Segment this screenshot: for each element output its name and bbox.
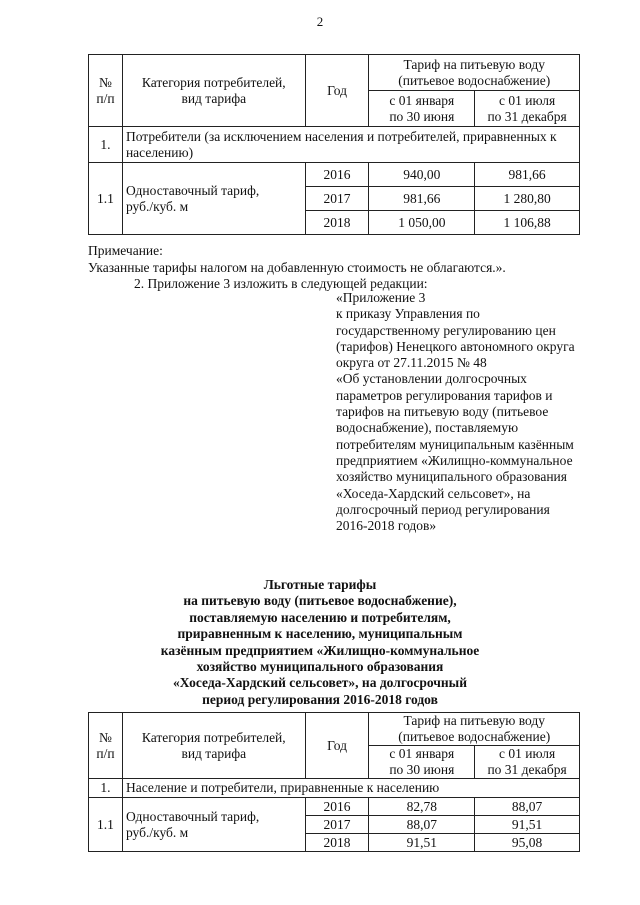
header-period-1: с 01 января по 30 июня <box>369 91 475 127</box>
table-row-year: 2016 <box>305 798 369 816</box>
section-text: Потребители (за исключением населения и потребителей, приравненных к населению) <box>122 127 579 163</box>
item-category: Одноставочный тариф, руб./куб. м <box>122 163 305 235</box>
table-row-h2: 88,07 <box>475 798 580 816</box>
header-num: № п/п <box>89 713 123 779</box>
title-line: период регулирования 2016-2018 годов <box>202 691 438 707</box>
annex-line: 2016-2018 годов» <box>336 518 437 534</box>
document-title <box>150 577 490 708</box>
header-category: Категория потребителей, вид тарифа <box>122 55 305 127</box>
header-year: Год <box>305 713 369 779</box>
table-row-h2: 91,51 <box>475 816 580 834</box>
tariff-table-1 <box>88 54 580 235</box>
table-row-h2: 95,08 <box>475 834 580 852</box>
annex-line: долгосрочный период регулирования <box>336 501 550 517</box>
annex-line: хозяйство муниципального образования <box>336 469 567 485</box>
title-line: приравненным к населению, муниципальным <box>177 626 463 642</box>
table-row-h1: 981,66 <box>369 187 475 211</box>
table-row-h2: 1 280,80 <box>475 187 580 211</box>
annex-line: округа от 27.11.2015 № 48 <box>336 355 487 371</box>
section-num: 1. <box>89 127 123 163</box>
table-row-year: 2017 <box>305 816 369 834</box>
header-tariff: Тариф на питьевую воду (питьевое водоснабжение) <box>369 713 580 746</box>
annex-line: (тарифов) Ненецкого автономного округа <box>336 338 575 354</box>
title-line: хозяйство муниципального образования <box>196 659 444 675</box>
header-category: Категория потребителей, вид тарифа <box>122 713 305 779</box>
item-num: 1.1 <box>89 163 123 235</box>
annex-line: «Приложение 3 <box>336 290 426 305</box>
table-row-year: 2018 <box>305 211 369 235</box>
section-num: 1. <box>89 779 123 798</box>
header-num: № п/п <box>89 55 123 127</box>
header-year: Год <box>305 55 369 127</box>
title-line: поставляемую населению и потребителям, <box>189 609 451 625</box>
table-row-h1: 88,07 <box>369 816 475 834</box>
title-line: «Хоседа-Хардский сельсовет», на долгосрочный <box>173 675 467 691</box>
table-row-h1: 1 050,00 <box>369 211 475 235</box>
header-period-2: с 01 июля по 31 декабря <box>475 91 580 127</box>
annex-line: «Об установлении долгосрочных <box>336 371 527 387</box>
title-line: Льготные тарифы <box>263 577 377 592</box>
annex-header <box>336 290 596 534</box>
annex-line: «Хоседа-Хардский сельсовет», на <box>336 485 531 501</box>
annex-line: предприятием «Жилищно-коммунальное <box>336 452 573 468</box>
title-line: на питьевую воду (питьевое водоснабжение), <box>183 593 457 609</box>
note-text: Указанные тарифы налогом на добавленную стоимость не облагаются.». <box>88 259 506 275</box>
table-row-year: 2017 <box>305 187 369 211</box>
tariff-table-2 <box>88 712 580 852</box>
table-row-h1: 91,51 <box>369 834 475 852</box>
header-period-2: с 01 июля по 31 декабря <box>475 746 580 779</box>
table-row-year: 2018 <box>305 834 369 852</box>
page-number: 2 <box>316 14 324 29</box>
title-line: казённым предприятием «Жилищно-коммунальное <box>160 642 480 658</box>
section-text: Население и потребители, приравненные к населению <box>122 779 579 798</box>
header-tariff: Тариф на питьевую воду (питьевое водоснабжение) <box>369 55 580 91</box>
annex-line: тарифов на питьевую воду (питьевое <box>336 404 549 420</box>
notes-block <box>88 243 588 293</box>
header-period-1: с 01 января по 30 июня <box>369 746 475 779</box>
annex-line: государственному регулированию цен <box>336 322 556 338</box>
note-item-2: 2. Приложение 3 изложить в следующей редакции: <box>134 276 428 291</box>
table-row-h2: 1 106,88 <box>475 211 580 235</box>
annex-line: потребителям муниципальным казённым <box>336 436 574 452</box>
table-row-h2: 981,66 <box>475 163 580 187</box>
item-num: 1.1 <box>89 798 123 852</box>
annex-line: к приказу Управления по <box>336 306 480 322</box>
note-label: Примечание: <box>88 243 163 258</box>
annex-line: водоснабжение), поставляемую <box>336 420 519 436</box>
table-row-h1: 82,78 <box>369 798 475 816</box>
annex-line: параметров регулирования тарифов и <box>336 387 553 403</box>
table-row-year: 2016 <box>305 163 369 187</box>
table-row-h1: 940,00 <box>369 163 475 187</box>
item-category: Одноставочный тариф, руб./куб. м <box>122 798 305 852</box>
